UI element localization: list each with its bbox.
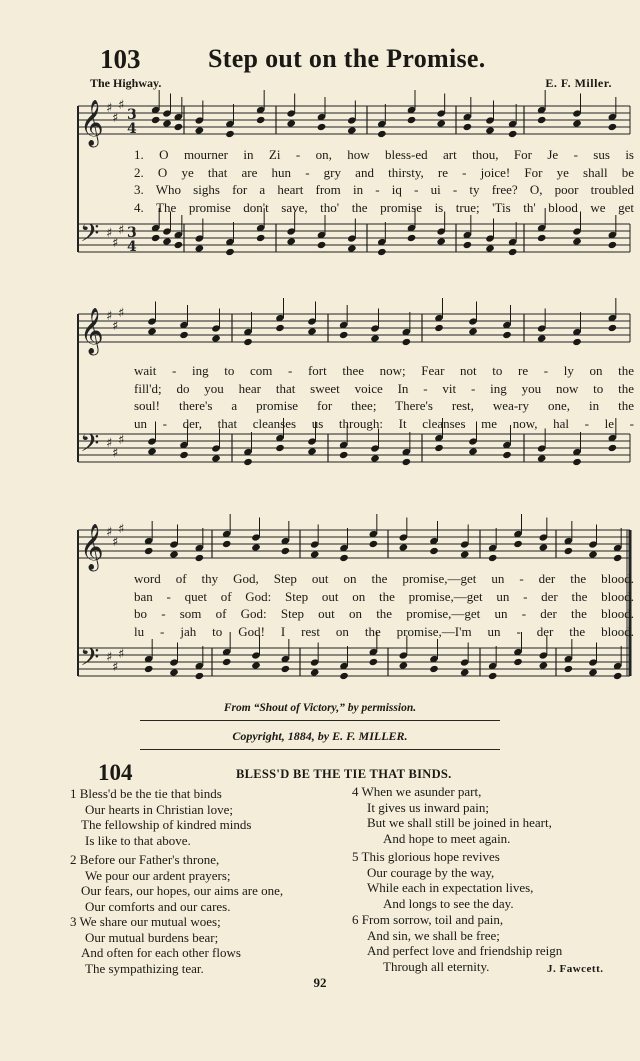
note-head xyxy=(608,241,618,249)
note-head xyxy=(369,540,379,548)
note-head xyxy=(174,123,184,131)
sharp-icon: ♯ xyxy=(112,319,119,334)
divider xyxy=(140,749,500,750)
treble-staff xyxy=(78,90,630,148)
note-head xyxy=(402,338,412,346)
verse-line: And longs to see the day. xyxy=(383,895,514,911)
note-head xyxy=(179,451,189,459)
note-head xyxy=(195,126,205,134)
lyric-line: bo - som of God: Step out on the promise,—get un - der the blood. xyxy=(134,606,634,622)
note-head xyxy=(436,237,446,245)
note-head xyxy=(275,324,285,332)
note-head xyxy=(588,550,598,558)
note-head xyxy=(485,244,495,252)
note-head xyxy=(377,130,387,138)
sharp-icon: ♯ xyxy=(118,522,125,537)
verse-line: It gives us inward pain; xyxy=(367,799,490,815)
verse-line: We pour our ardent prayers; xyxy=(85,867,231,883)
note-head xyxy=(317,123,327,131)
note-head xyxy=(286,237,296,245)
music-system-3 xyxy=(72,512,634,698)
note-head xyxy=(539,543,549,551)
time-signature-bottom: 4 xyxy=(127,121,137,137)
verse-line: Our fears, our hopes, our aims are one, xyxy=(81,883,284,899)
note-head xyxy=(211,334,221,342)
verse-4 xyxy=(352,784,552,846)
note-head xyxy=(251,543,261,551)
note-head xyxy=(251,661,261,669)
note-head xyxy=(286,119,296,127)
verse-line: But we shall still be joined in heart, xyxy=(367,815,552,831)
note-head xyxy=(402,458,412,466)
lyric-line: un - der, that cleanses us through: It cleanses me now, hal - le - xyxy=(134,415,634,431)
sharp-icon: ♯ xyxy=(112,236,119,251)
note-head xyxy=(369,658,379,666)
verse-line: While each in expectation lives, xyxy=(367,880,534,896)
treble-staff xyxy=(78,514,630,572)
lyric-line: soul! there's a promise for thee; There's rest, wea-ry one, in the xyxy=(134,398,634,414)
sharp-icon: ♯ xyxy=(106,436,113,451)
hymn-title: Step out on the Promise. xyxy=(208,44,486,73)
note-head xyxy=(460,550,470,558)
note-head xyxy=(468,447,478,455)
sharp-icon: ♯ xyxy=(118,306,125,321)
verse-number: 4 xyxy=(352,784,359,799)
note-head xyxy=(243,458,253,466)
verse-2 xyxy=(70,852,283,914)
note-head xyxy=(256,116,266,124)
hymn2-author: J. Fawcett. xyxy=(547,963,604,975)
note-head xyxy=(513,540,523,548)
permission-credit: From “Shout of Victory,” by permission. xyxy=(223,702,417,714)
lyric-line: 4. The promise don't save, tho' the promise is true; 'Tis th' blood we get xyxy=(134,199,634,215)
time-signature-bottom: 4 xyxy=(127,239,137,255)
lyrics-block-3 xyxy=(134,570,634,640)
lyric-line: wait - ing to com - fort thee now; Fear not to re - ly on the xyxy=(134,363,634,378)
verse-number: 2 xyxy=(70,852,77,867)
lyric-line: fill'd; do you hear that sweet voice In - vit - ing you now to the xyxy=(134,380,634,396)
note-head xyxy=(508,248,518,256)
music-system-2 xyxy=(72,296,634,496)
bass-clef-icon: 𝄢 xyxy=(80,429,100,464)
note-head xyxy=(513,658,523,666)
note-head xyxy=(169,668,179,676)
bass-clef-icon: 𝄢 xyxy=(80,643,100,678)
note-head xyxy=(144,547,154,555)
note-head xyxy=(429,547,439,555)
note-head xyxy=(310,668,320,676)
hymn2-number: 104 xyxy=(98,760,133,785)
time-signature-top: 3 xyxy=(127,225,137,241)
note-head xyxy=(339,331,349,339)
sharp-icon: ♯ xyxy=(118,98,125,113)
verse-line: Our courage by the way, xyxy=(367,864,495,880)
note-head xyxy=(195,554,205,562)
note-head xyxy=(179,331,189,339)
note-head xyxy=(399,661,409,669)
sharp-icon: ♯ xyxy=(112,535,119,550)
tune-name: The Highway. xyxy=(90,76,162,90)
treble-clef-icon: 𝄞 xyxy=(80,100,104,146)
treble-staff xyxy=(78,298,630,356)
verse-line: Through all eternity. xyxy=(383,958,490,974)
verse-line: Bless'd be the tie that binds xyxy=(79,786,222,801)
lyrics-block-1 xyxy=(134,146,634,216)
lyric-line: lu - jah to God! I rest on the promise,—I'm un - der the blood. xyxy=(134,623,634,639)
sharp-icon: ♯ xyxy=(118,647,125,662)
note-head xyxy=(162,237,172,245)
verse-3 xyxy=(70,914,241,976)
note-head xyxy=(572,338,582,346)
lyric-line: 3. Who sighs for a heart from in - iq - ui - ty free? O, poor troubled xyxy=(134,182,634,198)
verse-5 xyxy=(352,849,533,911)
note-head xyxy=(463,123,473,131)
note-head xyxy=(488,672,498,680)
composer: E. F. Miller. xyxy=(545,76,612,90)
note-head xyxy=(144,665,154,673)
note-head xyxy=(407,116,417,124)
sharp-icon: ♯ xyxy=(112,660,119,675)
note-head xyxy=(539,661,549,669)
sharp-icon: ♯ xyxy=(106,226,113,241)
verse-line: And sin, we shall be free; xyxy=(367,927,500,943)
note-head xyxy=(613,672,623,680)
verse-line: This glorious hope revives xyxy=(361,849,500,864)
note-head xyxy=(407,234,417,242)
verse-number: 6 xyxy=(352,912,359,927)
note-head xyxy=(436,119,446,127)
note-head xyxy=(508,130,518,138)
verse-6 xyxy=(352,912,562,974)
note-head xyxy=(377,248,387,256)
verse-line: Is like to that above. xyxy=(85,832,191,848)
note-head xyxy=(174,241,184,249)
lyrics-block-2 xyxy=(134,362,634,432)
note-head xyxy=(460,668,470,676)
note-head xyxy=(463,241,473,249)
verse-line: And hope to meet again. xyxy=(383,830,511,846)
note-head xyxy=(370,454,380,462)
note-head xyxy=(195,672,205,680)
verse-1 xyxy=(70,786,251,848)
note-head xyxy=(281,547,291,555)
sharp-icon: ♯ xyxy=(106,525,113,540)
sharp-icon: ♯ xyxy=(118,433,125,448)
note-head xyxy=(613,554,623,562)
note-head xyxy=(147,447,157,455)
sharp-icon: ♯ xyxy=(118,223,125,238)
hymn2-title: BLESS'D BE THE TIE THAT BINDS. xyxy=(236,767,452,781)
verse-line: And perfect love and friendship reign xyxy=(367,943,563,959)
note-head xyxy=(317,241,327,249)
verse-line: The fellowship of kindred minds xyxy=(81,817,252,833)
music-system-1 xyxy=(72,90,634,285)
note-head xyxy=(307,447,317,455)
note-head xyxy=(211,454,221,462)
verse-number: 5 xyxy=(352,849,359,864)
lyric-line: word of thy God, Step out on the promise,—get un - der the blood. xyxy=(134,571,634,586)
page-number: 92 xyxy=(313,975,327,990)
verse-line: Our hearts in Christian love; xyxy=(85,801,234,817)
hymn-number: 103 xyxy=(100,44,141,74)
note-head xyxy=(347,126,357,134)
note-head xyxy=(169,550,179,558)
note-head xyxy=(572,237,582,245)
note-head xyxy=(370,334,380,342)
note-head xyxy=(488,554,498,562)
note-head xyxy=(275,444,285,452)
lyric-line: ban - quet of God: Step out on the promise,—get un - der the blood. xyxy=(134,588,634,604)
note-head xyxy=(537,334,547,342)
note-head xyxy=(339,554,349,562)
note-head xyxy=(434,444,444,452)
note-head xyxy=(502,331,512,339)
note-head xyxy=(195,244,205,252)
treble-clef-icon: 𝄞 xyxy=(80,524,104,570)
verse-line: From sorrow, toil and pain, xyxy=(361,912,504,927)
verse-number: 1 xyxy=(70,786,77,801)
copyright-notice: Copyright, 1884, by E. F. MILLER. xyxy=(232,729,408,743)
note-head xyxy=(429,665,439,673)
verse-line: The sympathizing tear. xyxy=(85,960,204,976)
note-head xyxy=(347,244,357,252)
verse-number: 3 xyxy=(70,914,77,929)
note-head xyxy=(537,116,547,124)
note-head xyxy=(243,338,253,346)
note-head xyxy=(537,454,547,462)
note-head xyxy=(468,327,478,335)
lyric-line: 2. O ye that are hun - gry and thirsty, re - joice! For ye shall be xyxy=(134,164,634,180)
note-head xyxy=(162,119,172,127)
note-head xyxy=(485,126,495,134)
note-head xyxy=(608,324,618,332)
note-head xyxy=(588,668,598,676)
note-head xyxy=(608,444,618,452)
divider xyxy=(140,720,500,721)
verse-line: We share our mutual woes; xyxy=(79,914,221,929)
sharp-icon: ♯ xyxy=(106,101,113,116)
verse-line: When we asunder part, xyxy=(361,784,482,799)
verse-line: Before our Father's throne, xyxy=(79,852,220,867)
note-head xyxy=(225,130,235,138)
note-head xyxy=(151,116,161,124)
sharp-icon: ♯ xyxy=(106,650,113,665)
sharp-icon: ♯ xyxy=(106,309,113,324)
note-head xyxy=(151,234,161,242)
note-head xyxy=(281,665,291,673)
note-head xyxy=(572,458,582,466)
note-head xyxy=(339,672,349,680)
note-head xyxy=(307,327,317,335)
note-head xyxy=(225,248,235,256)
note-head xyxy=(399,543,409,551)
note-head xyxy=(434,324,444,332)
note-head xyxy=(572,119,582,127)
note-head xyxy=(608,123,618,131)
sharp-icon: ♯ xyxy=(112,446,119,461)
note-head xyxy=(564,547,574,555)
note-head xyxy=(256,234,266,242)
time-signature-top: 3 xyxy=(127,107,137,123)
treble-clef-icon: 𝄞 xyxy=(80,308,104,354)
note-head xyxy=(339,451,349,459)
note-head xyxy=(222,540,232,548)
bass-clef-icon: 𝄢 xyxy=(80,219,100,254)
note-head xyxy=(502,451,512,459)
lyric-line: 1. O mourner in Zi - on, how bless-ed art thou, For Je - sus is xyxy=(134,147,634,162)
note-head xyxy=(147,327,157,335)
note-head xyxy=(537,234,547,242)
sharp-icon: ♯ xyxy=(112,111,119,126)
verse-line: And often for each other flows xyxy=(81,945,241,961)
verse-line: Our comforts and our cares. xyxy=(85,898,231,914)
note-head xyxy=(564,665,574,673)
note-head xyxy=(222,658,232,666)
verse-line: Our mutual burdens bear; xyxy=(85,929,219,945)
note-head xyxy=(310,550,320,558)
